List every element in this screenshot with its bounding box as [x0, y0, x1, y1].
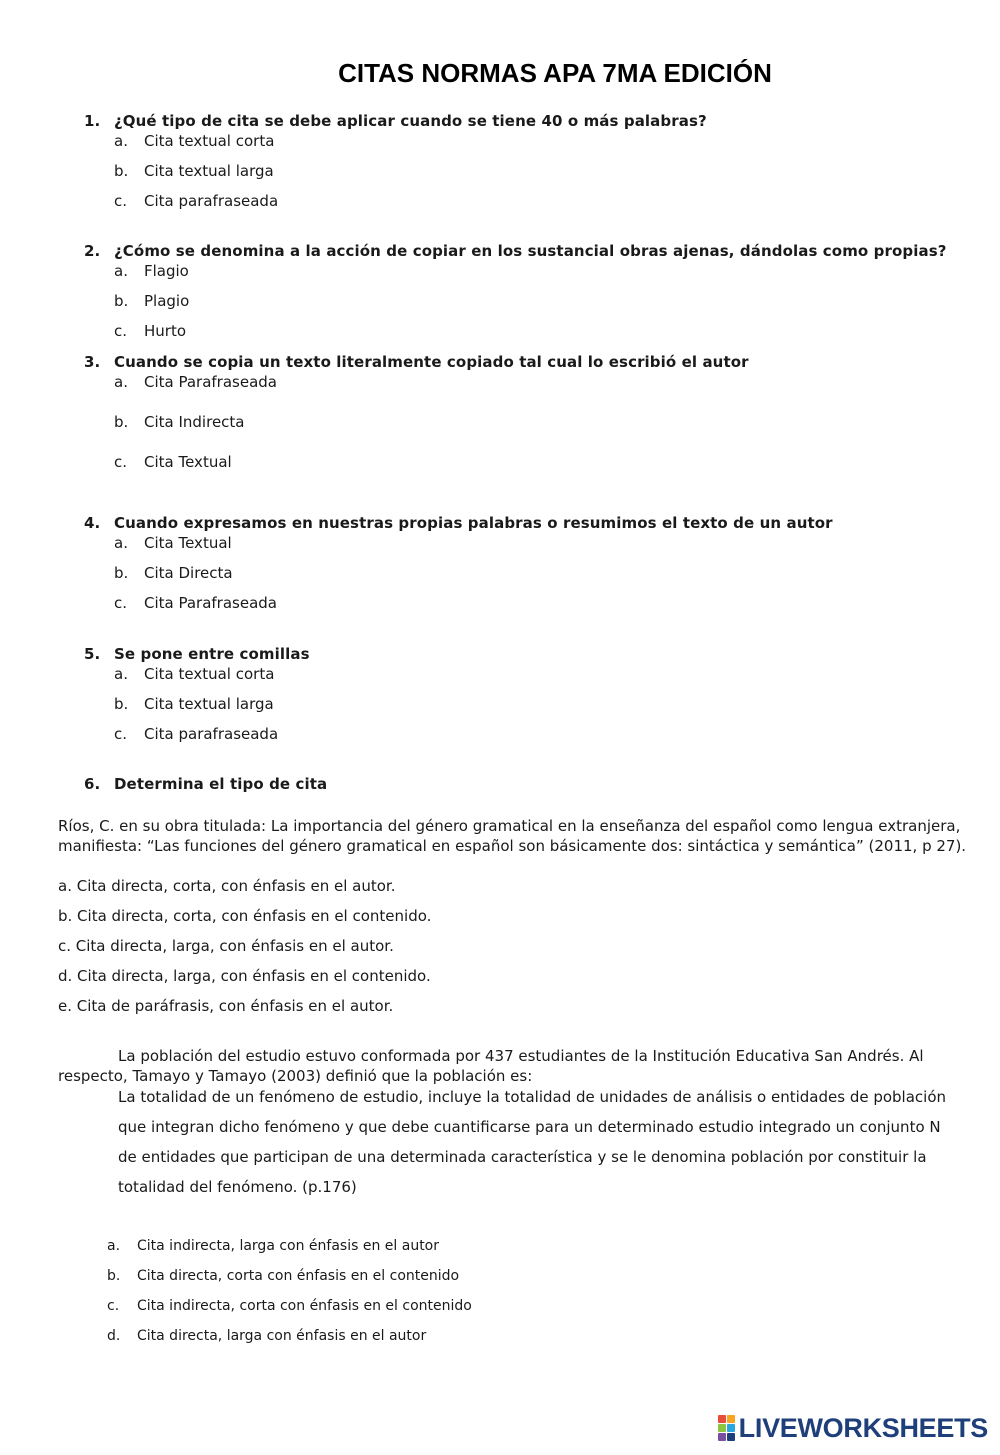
option-text: Cita Parafraseada	[144, 373, 277, 391]
logo-block	[718, 1424, 726, 1432]
question-number: 4.	[84, 514, 101, 532]
passage-2-intro-line-2: respecto, Tamayo y Tamayo (2003) definió que la población es:	[58, 1067, 533, 1085]
option-letter: a.	[107, 1238, 121, 1254]
option-text: Flagio	[144, 262, 189, 280]
question-3	[84, 353, 749, 371]
question-6	[84, 775, 327, 793]
page-title: CITAS NORMAS APA 7MA EDICIÓN	[338, 58, 772, 88]
option-letter: c.	[114, 594, 128, 612]
option-letter: b.	[114, 564, 129, 582]
passage-1-option-a[interactable]: a. Cita directa, corta, con énfasis en el autor.	[58, 877, 396, 895]
logo-block	[718, 1433, 726, 1441]
option-letter: b.	[114, 695, 129, 713]
passage-2-option-a[interactable]	[107, 1238, 439, 1254]
option-letter: b.	[114, 413, 129, 431]
option-letter: c.	[107, 1298, 120, 1314]
option-text: Hurto	[144, 322, 187, 340]
passage-1-option-c[interactable]: c. Cita directa, larga, con énfasis en el autor.	[58, 937, 394, 955]
option-text: Cita Indirecta	[144, 413, 245, 431]
question-text: ¿Qué tipo de cita se debe aplicar cuando se tiene 40 o más palabras?	[114, 112, 707, 130]
option-letter: b.	[114, 162, 129, 180]
option-letter: c.	[114, 453, 128, 471]
passage-1-line-1: Ríos, C. en su obra titulada: La importancia del género gramatical en la enseñanza del español como lengua extranjera,	[58, 817, 961, 835]
question-number: 6.	[84, 775, 101, 793]
passage-2-quote-line-4: totalidad del fenómeno. (p.176)	[118, 1178, 357, 1196]
option-text: Plagio	[144, 292, 190, 310]
option-3b[interactable]	[114, 413, 245, 431]
option-letter: c.	[114, 322, 128, 340]
option-text: Cita textual larga	[144, 162, 274, 180]
option-2a[interactable]	[114, 262, 189, 280]
logo-block	[727, 1433, 735, 1441]
option-letter: a.	[114, 132, 128, 150]
passage-2-option-c[interactable]	[107, 1298, 472, 1314]
option-text: Cita indirecta, corta con énfasis en el contenido	[137, 1298, 472, 1314]
option-text: Cita parafraseada	[144, 725, 279, 743]
option-text: Cita directa, corta con énfasis en el contenido	[137, 1268, 460, 1284]
question-number: 5.	[84, 645, 101, 663]
option-letter: b.	[107, 1268, 121, 1284]
question-number: 2.	[84, 242, 101, 260]
question-4	[84, 514, 833, 532]
option-text: Cita Textual	[144, 453, 232, 471]
option-4b[interactable]	[114, 564, 233, 582]
passage-1-option-d[interactable]: d. Cita directa, larga, con énfasis en el contenido.	[58, 967, 431, 985]
question-text: ¿Cómo se denomina a la acción de copiar en los sustancial obras ajenas, dándolas como propias?	[114, 242, 947, 260]
liveworksheets-logo	[718, 1413, 988, 1443]
passage-2-quote-line-3: de entidades que participan de una determinada característica y se le denomina población por constituir la	[118, 1148, 927, 1166]
passage-2-option-d[interactable]	[107, 1328, 426, 1344]
passage-1-option-b[interactable]: b. Cita directa, corta, con énfasis en el contenido.	[58, 907, 432, 925]
option-text: Cita textual corta	[144, 132, 275, 150]
option-text: Cita Textual	[144, 534, 232, 552]
question-2	[84, 242, 947, 260]
passage-2-option-b[interactable]	[107, 1268, 459, 1284]
option-2b[interactable]	[114, 292, 189, 310]
option-5a[interactable]	[114, 665, 274, 683]
option-4c[interactable]	[114, 594, 277, 612]
logo-blocks-icon	[718, 1415, 735, 1441]
option-letter: c.	[114, 192, 128, 210]
passage-1-line-2: manifiesta: “Las funciones del género gramatical en español son básicamente dos: sintáctica y semántica” (2011, p 27).	[58, 837, 967, 855]
option-text: Cita indirecta, larga con énfasis en el autor	[137, 1238, 440, 1254]
passage-1-option-e[interactable]: e. Cita de paráfrasis, con énfasis en el autor.	[58, 997, 394, 1015]
option-letter: a.	[114, 262, 128, 280]
option-3c[interactable]	[114, 453, 232, 471]
question-text: Cuando expresamos en nuestras propias palabras o resumimos el texto de un autor	[114, 514, 833, 532]
question-text: Cuando se copia un texto literalmente copiado tal cual lo escribió el autor	[114, 353, 749, 371]
option-text: Cita parafraseada	[144, 192, 279, 210]
option-letter: a.	[114, 534, 128, 552]
logo-block	[727, 1424, 735, 1432]
option-1b[interactable]	[114, 162, 274, 180]
option-text: Cita directa, larga con énfasis en el autor	[137, 1328, 427, 1344]
option-letter: c.	[114, 725, 128, 743]
question-text: Se pone entre comillas	[114, 645, 310, 663]
question-text: Determina el tipo de cita	[114, 775, 328, 793]
option-3a[interactable]	[114, 373, 277, 391]
option-letter: b.	[114, 292, 129, 310]
option-text: Cita textual larga	[144, 695, 274, 713]
question-number: 1.	[84, 112, 101, 130]
option-text: Cita textual corta	[144, 665, 275, 683]
logo-block	[727, 1415, 735, 1423]
passage-2-quote-line-1: La totalidad de un fenómeno de estudio, incluye la totalidad de unidades de análisis o entidades de población	[118, 1088, 947, 1106]
question-1	[84, 112, 707, 130]
option-letter: d.	[107, 1328, 121, 1344]
option-text: Cita Directa	[144, 564, 233, 582]
option-5c[interactable]	[114, 725, 278, 743]
question-5	[84, 645, 310, 663]
option-5b[interactable]	[114, 695, 274, 713]
logo-text: LIVEWORKSHEETS	[738, 1412, 988, 1443]
option-text: Cita Parafraseada	[144, 594, 277, 612]
option-letter: a.	[114, 665, 128, 683]
option-1a[interactable]	[114, 132, 274, 150]
passage-2-quote-line-2: que integran dicho fenómeno y que debe cuantificarse para un determinado estudio integrado un conjunto N	[118, 1118, 941, 1136]
passage-2-intro-line-1: La población del estudio estuvo conformada por 437 estudiantes de la Institución Educativa San Andrés. Al	[118, 1047, 924, 1065]
question-number: 3.	[84, 353, 101, 371]
option-2c[interactable]	[114, 322, 186, 340]
logo-block	[718, 1415, 726, 1423]
option-4a[interactable]	[114, 534, 232, 552]
option-letter: a.	[114, 373, 128, 391]
option-1c[interactable]	[114, 192, 278, 210]
